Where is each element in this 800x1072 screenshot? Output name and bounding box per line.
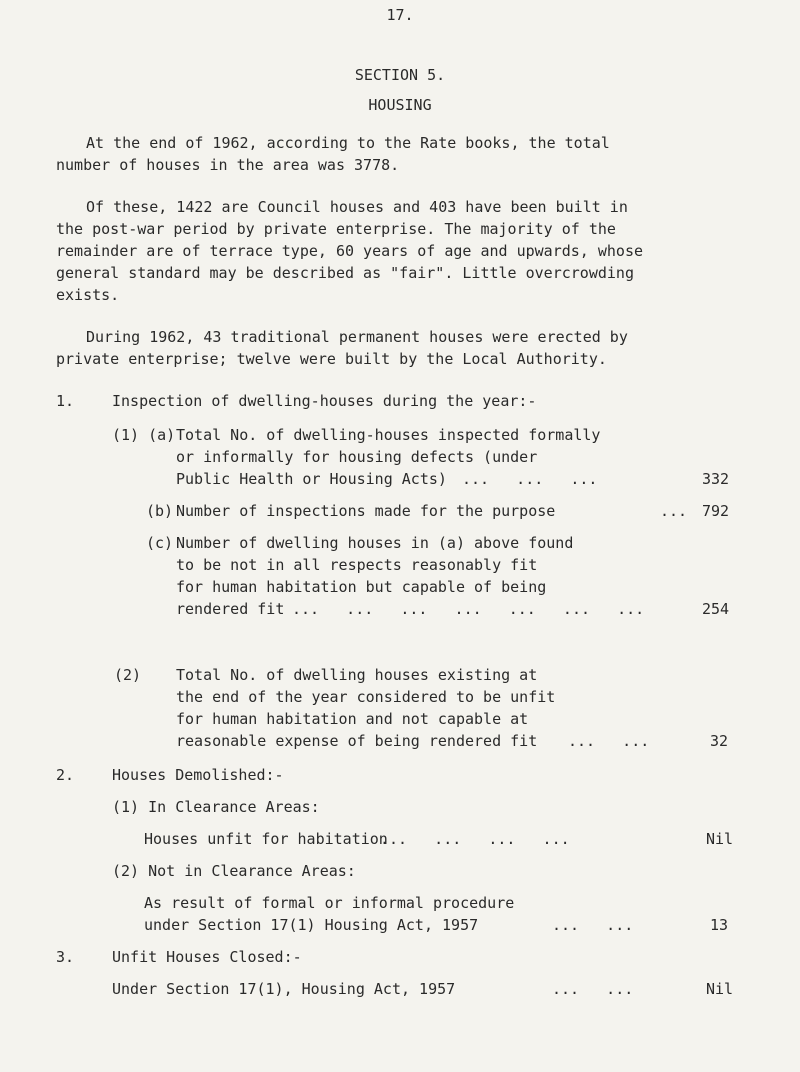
item-1-2-line-2: the end of the year considered to be unfit — [176, 688, 556, 706]
item-2-1-text: Houses unfit for habitation — [144, 830, 388, 848]
item-2-1-label: (1) In Clearance Areas: — [112, 798, 320, 816]
item-1c-line-3: for human habitation but capable of being — [176, 578, 547, 596]
item-1b-label: (b) — [146, 502, 174, 520]
paragraph-3-line-2: private enterprise; twelve were built by the Local Authority. — [56, 350, 607, 368]
item-1c-line-1: Number of dwelling houses in (a) above found — [176, 534, 574, 552]
item-1-2-line-4: reasonable expense of being rendered fit — [176, 732, 538, 750]
item-3-heading: Unfit Houses Closed:- — [112, 948, 302, 966]
item-2-number: 2. — [56, 766, 75, 784]
item-1a-label: (1) (a) — [112, 426, 176, 444]
item-3-number: 3. — [56, 948, 75, 966]
item-1b-leader: ... — [660, 502, 688, 520]
item-1b-text: Number of inspections made for the purpose — [176, 502, 556, 520]
item-1a-leader: ... ... ... — [462, 470, 598, 488]
page-number: 17. — [386, 6, 414, 24]
item-1c-label: (c) — [146, 534, 174, 552]
paragraph-2-line-4: general standard may be described as "fair". Little overcrowding — [56, 264, 634, 282]
item-2-2-line-1: As result of formal or informal procedure — [144, 894, 515, 912]
item-1-2-line-1: Total No. of dwelling houses existing at — [176, 666, 538, 684]
item-1-number: 1. — [56, 392, 75, 410]
paragraph-2-line-3: remainder are of terrace type, 60 years of age and upwards, whose — [56, 242, 643, 260]
section-title: SECTION 5. — [354, 66, 446, 84]
item-2-2-value: 13 — [710, 916, 729, 934]
item-1a-value: 332 — [702, 470, 730, 488]
item-2-2-leader: ... ... — [552, 916, 634, 934]
item-2-heading: Houses Demolished:- — [112, 766, 284, 784]
item-1-2-label: (2) — [114, 666, 142, 684]
item-1c-line-2: to be not in all respects reasonably fit — [176, 556, 538, 574]
item-3-text: Under Section 17(1), Housing Act, 1957 — [112, 980, 456, 998]
item-2-2-label: (2) Not in Clearance Areas: — [112, 862, 356, 880]
item-3-value: Nil — [706, 980, 734, 998]
item-2-1-leader: ... ... ... ... — [380, 830, 570, 848]
item-1-heading: Inspection of dwelling-houses during the year:- — [112, 392, 537, 410]
item-1c-value: 254 — [702, 600, 730, 618]
paragraph-1-line-1: At the end of 1962, according to the Rate books, the total — [86, 134, 610, 152]
paragraph-2-line-5: exists. — [56, 286, 120, 304]
paragraph-3-line-1: During 1962, 43 traditional permanent houses were erected by — [86, 328, 628, 346]
item-1a-line-3: Public Health or Housing Acts) — [176, 470, 447, 488]
item-1-2-value: 32 — [710, 732, 729, 750]
item-1-2-leader: ... ... — [568, 732, 650, 750]
paragraph-1-line-2: number of houses in the area was 3778. — [56, 156, 400, 174]
item-1c-line-4: rendered fit — [176, 600, 285, 618]
item-2-2-line-2: under Section 17(1) Housing Act, 1957 — [144, 916, 479, 934]
item-2-1-value: Nil — [706, 830, 734, 848]
paragraph-2-line-1: Of these, 1422 are Council houses and 403 have been built in — [86, 198, 628, 216]
item-1-2-line-3: for human habitation and not capable at — [176, 710, 529, 728]
item-1a-line-2: or informally for housing defects (under — [176, 448, 538, 466]
item-1a-line-1: Total No. of dwelling-houses inspected formally — [176, 426, 601, 444]
item-1b-value: 792 — [702, 502, 730, 520]
section-subtitle: HOUSING — [368, 96, 432, 114]
item-1c-leader: ... ... ... ... ... ... ... — [292, 600, 645, 618]
paragraph-2-line-2: the post-war period by private enterprise. The majority of the — [56, 220, 616, 238]
item-3-leader: ... ... — [552, 980, 634, 998]
